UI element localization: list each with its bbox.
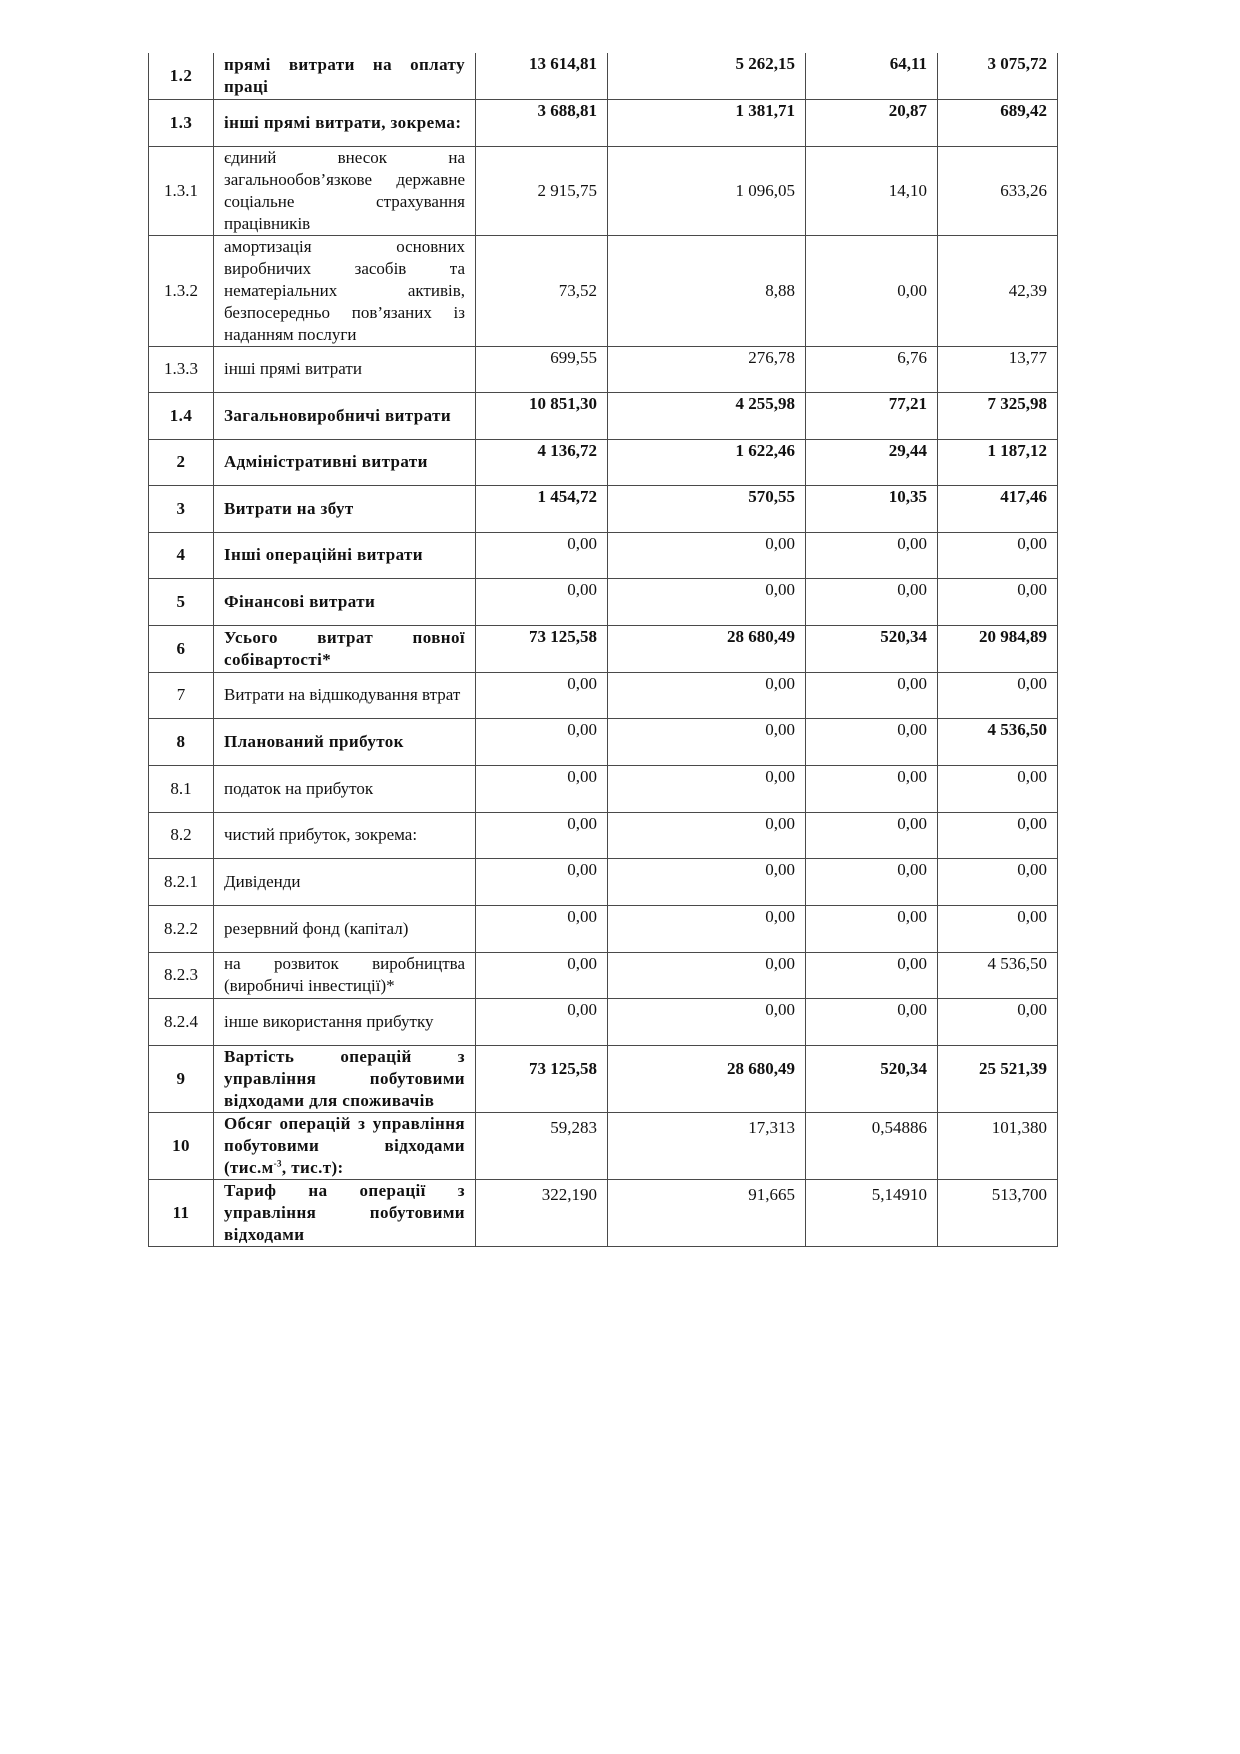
- row-number: 8.2.1: [149, 858, 214, 905]
- value-col-2: 0,00: [608, 905, 806, 952]
- value-col-3: 0,00: [806, 998, 938, 1045]
- value-col-4: 25 521,39: [938, 1045, 1058, 1112]
- value-col-4: 7 325,98: [938, 392, 1058, 439]
- row-label: Адміністративні витрати: [214, 439, 476, 485]
- value-col-1: 10 851,30: [476, 392, 608, 439]
- table-row: [149, 718, 1058, 765]
- value-col-1: 4 136,72: [476, 439, 608, 485]
- value-col-3: 0,00: [806, 952, 938, 998]
- row-number: 6: [149, 625, 214, 672]
- table-row: [149, 1179, 1058, 1246]
- value-col-4: 689,42: [938, 99, 1058, 146]
- value-col-2: 0,00: [608, 858, 806, 905]
- table-row: [149, 1112, 1058, 1179]
- table-row: [149, 765, 1058, 812]
- value-col-4: 4 536,50: [938, 718, 1058, 765]
- row-label: на розвиток виробництва (виробничі інвестиції)*: [214, 952, 476, 998]
- row-number: 1.3.3: [149, 346, 214, 392]
- value-col-3: 0,00: [806, 235, 938, 346]
- value-col-1: 0,00: [476, 765, 608, 812]
- value-col-2: 0,00: [608, 998, 806, 1045]
- value-col-1: 0,00: [476, 672, 608, 718]
- value-col-2: 0,00: [608, 672, 806, 718]
- row-label: інші прямі витрати, зокрема:: [214, 99, 476, 146]
- value-col-4: 0,00: [938, 858, 1058, 905]
- value-col-4: 1 187,12: [938, 439, 1058, 485]
- row-number: 7: [149, 672, 214, 718]
- value-col-2: 4 255,98: [608, 392, 806, 439]
- row-number: 5: [149, 578, 214, 625]
- value-col-4: 0,00: [938, 765, 1058, 812]
- value-col-4: 417,46: [938, 485, 1058, 532]
- value-col-3: 0,00: [806, 718, 938, 765]
- value-col-1: 322,190: [476, 1179, 608, 1246]
- row-number: 1.3.1: [149, 146, 214, 235]
- table-row: [149, 1045, 1058, 1112]
- value-col-1: 59,283: [476, 1112, 608, 1179]
- value-col-1: 73,52: [476, 235, 608, 346]
- row-label: резервний фонд (капітал): [214, 905, 476, 952]
- table-row: [149, 858, 1058, 905]
- row-number: 8.2.3: [149, 952, 214, 998]
- row-number: 8.2.2: [149, 905, 214, 952]
- value-col-1: 13 614,81: [476, 53, 608, 99]
- row-number: 1.4: [149, 392, 214, 439]
- value-col-1: 0,00: [476, 812, 608, 858]
- value-col-1: 0,00: [476, 718, 608, 765]
- value-col-2: 570,55: [608, 485, 806, 532]
- value-col-3: 14,10: [806, 146, 938, 235]
- value-col-4: 0,00: [938, 672, 1058, 718]
- value-col-3: 10,35: [806, 485, 938, 532]
- row-label: [214, 1112, 476, 1179]
- table-row: [149, 346, 1058, 392]
- table-row: [149, 625, 1058, 672]
- table-row: [149, 812, 1058, 858]
- value-col-1: 73 125,58: [476, 625, 608, 672]
- row-label: Витрати на збут: [214, 485, 476, 532]
- table-row: [149, 439, 1058, 485]
- row-label-text: Обсяг операцій з управління побутовими відходами (тис.м: [224, 1113, 465, 1177]
- value-col-2: 28 680,49: [608, 625, 806, 672]
- table-body: [149, 53, 1058, 1246]
- row-number: 8.2: [149, 812, 214, 858]
- table-row: [149, 99, 1058, 146]
- row-label: чистий прибуток, зокрема:: [214, 812, 476, 858]
- value-col-2: 5 262,15: [608, 53, 806, 99]
- table-row: [149, 146, 1058, 235]
- row-number: 3: [149, 485, 214, 532]
- table-row: [149, 905, 1058, 952]
- value-col-3: 0,00: [806, 858, 938, 905]
- row-label: податок на прибуток: [214, 765, 476, 812]
- table-row: [149, 532, 1058, 578]
- table-row: [149, 672, 1058, 718]
- row-number: 10: [149, 1112, 214, 1179]
- value-col-4: 20 984,89: [938, 625, 1058, 672]
- row-label: Усього витрат повної собівартості*: [214, 625, 476, 672]
- row-label: Витрати на відшкодування втрат: [214, 672, 476, 718]
- value-col-3: 20,87: [806, 99, 938, 146]
- value-col-2: 0,00: [608, 812, 806, 858]
- value-col-2: 91,665: [608, 1179, 806, 1246]
- row-number: 9: [149, 1045, 214, 1112]
- value-col-2: 0,00: [608, 578, 806, 625]
- document-page: [148, 53, 1058, 1247]
- value-col-3: 6,76: [806, 346, 938, 392]
- row-number: 8: [149, 718, 214, 765]
- row-number: 1.3.2: [149, 235, 214, 346]
- value-col-3: 520,34: [806, 1045, 938, 1112]
- row-label: інші прямі витрати: [214, 346, 476, 392]
- value-col-2: 17,313: [608, 1112, 806, 1179]
- value-col-3: 0,00: [806, 672, 938, 718]
- value-col-1: 0,00: [476, 998, 608, 1045]
- value-col-3: 520,34: [806, 625, 938, 672]
- value-col-4: 4 536,50: [938, 952, 1058, 998]
- value-col-1: 699,55: [476, 346, 608, 392]
- value-col-2: 0,00: [608, 532, 806, 578]
- value-col-1: 3 688,81: [476, 99, 608, 146]
- row-number: 1.2: [149, 53, 214, 99]
- value-col-3: 0,00: [806, 578, 938, 625]
- row-label: Дивіденди: [214, 858, 476, 905]
- value-col-4: 42,39: [938, 235, 1058, 346]
- value-col-4: 0,00: [938, 812, 1058, 858]
- table-row: [149, 53, 1058, 99]
- value-col-4: 3 075,72: [938, 53, 1058, 99]
- unit-superscript: -3: [273, 1157, 282, 1168]
- table-row: [149, 952, 1058, 998]
- value-col-1: 2 915,75: [476, 146, 608, 235]
- value-col-2: 0,00: [608, 765, 806, 812]
- row-label: Інші операційні витрати: [214, 532, 476, 578]
- row-label: Вартість операцій з управління побутовими відходами для споживачів: [214, 1045, 476, 1112]
- value-col-4: 513,700: [938, 1179, 1058, 1246]
- table-row: [149, 485, 1058, 532]
- value-col-4: 633,26: [938, 146, 1058, 235]
- value-col-4: 0,00: [938, 905, 1058, 952]
- value-col-1: 1 454,72: [476, 485, 608, 532]
- value-col-4: 0,00: [938, 998, 1058, 1045]
- row-number: 1.3: [149, 99, 214, 146]
- value-col-1: 0,00: [476, 578, 608, 625]
- value-col-1: 0,00: [476, 858, 608, 905]
- row-label: прямі витрати на оплату праці: [214, 53, 476, 99]
- value-col-2: 28 680,49: [608, 1045, 806, 1112]
- table-row: [149, 392, 1058, 439]
- value-col-3: 0,00: [806, 812, 938, 858]
- row-label: Тариф на операції з управління побутовими відходами: [214, 1179, 476, 1246]
- row-label: Загальновиробничі витрати: [214, 392, 476, 439]
- value-col-3: 0,00: [806, 532, 938, 578]
- value-col-2: 1 622,46: [608, 439, 806, 485]
- value-col-1: 0,00: [476, 532, 608, 578]
- cost-structure-table: [148, 53, 1058, 1247]
- value-col-2: 0,00: [608, 718, 806, 765]
- value-col-3: 29,44: [806, 439, 938, 485]
- value-col-4: 0,00: [938, 578, 1058, 625]
- row-label: інше використання прибутку: [214, 998, 476, 1045]
- row-label: амортизація основних виробничих засобів та нематеріальних активів, безпосередньо пов’язаних із наданням послуги: [214, 235, 476, 346]
- value-col-3: 0,00: [806, 905, 938, 952]
- row-label: Фінансові витрати: [214, 578, 476, 625]
- value-col-1: 0,00: [476, 952, 608, 998]
- value-col-4: 101,380: [938, 1112, 1058, 1179]
- value-col-3: 77,21: [806, 392, 938, 439]
- value-col-3: 64,11: [806, 53, 938, 99]
- table-row: [149, 578, 1058, 625]
- value-col-3: 0,54886: [806, 1112, 938, 1179]
- value-col-1: 0,00: [476, 905, 608, 952]
- row-label-suffix: , тис.т):: [281, 1157, 344, 1177]
- value-col-1: 73 125,58: [476, 1045, 608, 1112]
- value-col-2: 276,78: [608, 346, 806, 392]
- row-number: 11: [149, 1179, 214, 1246]
- value-col-4: 13,77: [938, 346, 1058, 392]
- value-col-4: 0,00: [938, 532, 1058, 578]
- row-label: єдиний внесок на загальнообов’язкове державне соціальне страхування працівників: [214, 146, 476, 235]
- row-number: 2: [149, 439, 214, 485]
- row-number: 8.2.4: [149, 998, 214, 1045]
- value-col-2: 1 096,05: [608, 146, 806, 235]
- value-col-2: 0,00: [608, 952, 806, 998]
- table-row: [149, 998, 1058, 1045]
- table-row: [149, 235, 1058, 346]
- row-number: 8.1: [149, 765, 214, 812]
- row-label: Планований прибуток: [214, 718, 476, 765]
- value-col-3: 0,00: [806, 765, 938, 812]
- value-col-3: 5,14910: [806, 1179, 938, 1246]
- value-col-2: 1 381,71: [608, 99, 806, 146]
- row-number: 4: [149, 532, 214, 578]
- value-col-2: 8,88: [608, 235, 806, 346]
